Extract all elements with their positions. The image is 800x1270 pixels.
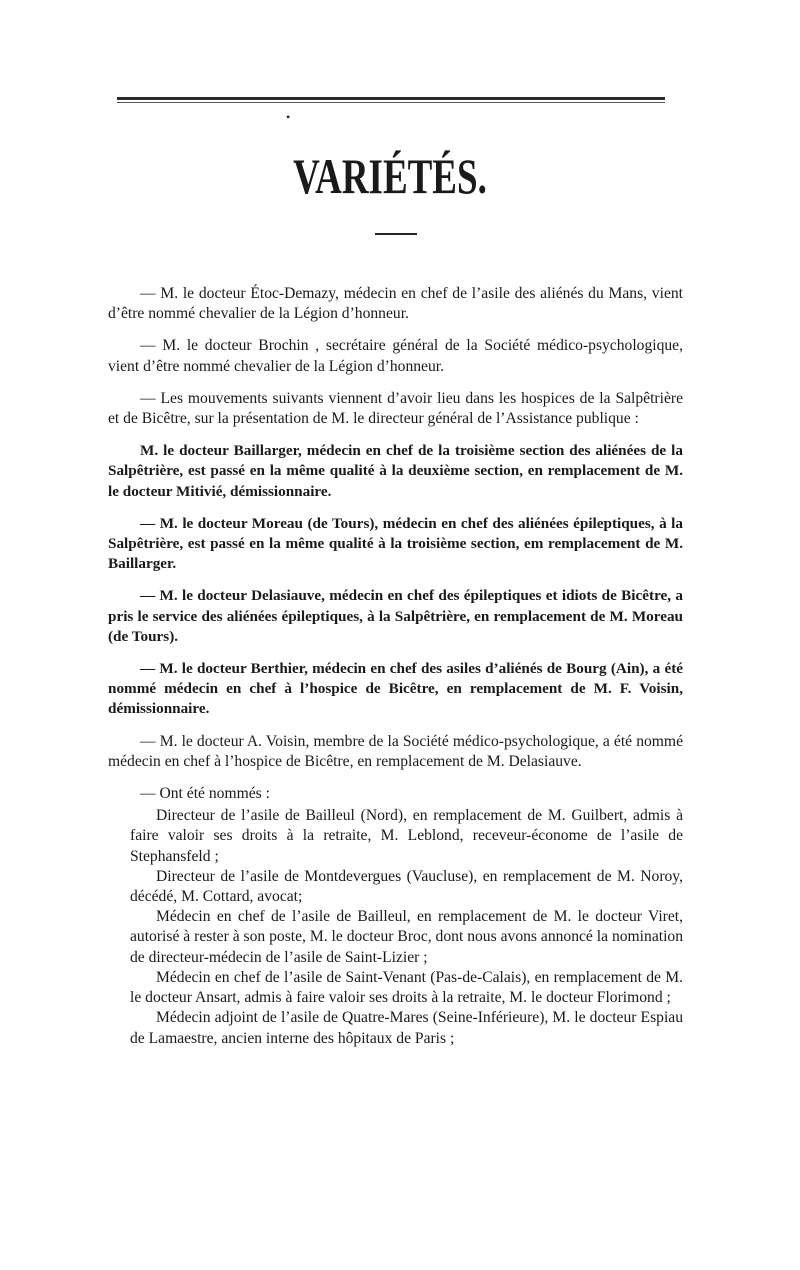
list-item: Médecin en chef de l’asile de Bailleul, en remplacement de M. le docteur Viret, autorisé à rester à son poste, M. le docteur Broc, dont nous avons annoncé la nomination de directeur-médecin de l’asile de Saint-Lizier ; <box>130 908 683 966</box>
header-rule <box>117 97 665 100</box>
page-title: VARIÉTÉS. <box>293 148 487 204</box>
paragraph-moreau: — M. le docteur Moreau (de Tours), médecin en chef des aliénées épileptiques, à la Salpêtrière, est passé en la même qualité à la troisième section, em remplacement de M. Baillarger. <box>108 514 683 573</box>
paragraph-mouvements: — Les mouvements suivants viennent d’avoir lieu dans les hospices de la Salpêtrière et de Bicêtre, sur la présentation de M. le directeur général de l’Assistance publique : <box>108 389 683 428</box>
article-body <box>108 284 683 1049</box>
list-item: Médecin en chef de l’asile de Saint-Venant (Pas-de-Calais), en remplacement de M. le docteur Ansart, admis à faire valoir ses droits à la retraite, M. le docteur Florimond ; <box>130 968 683 1007</box>
list-item: Médecin adjoint de l’asile de Quatre-Mares (Seine-Inférieure), M. le docteur Espiau de Lamaestre, ancien interne des hôpitaux de Paris ; <box>130 1009 683 1047</box>
nominations-list <box>108 806 683 1048</box>
list-item: Directeur de l’asile de Bailleul (Nord), en remplacement de M. Guilbert, admis à faire valoir ses droits à la retraite, M. Leblond, receveur-économe de l’asile de Stephansfeld ; <box>130 807 683 865</box>
paragraph-brochin: — M. le docteur Brochin , secrétaire général de la Société médico-psychologique, vient d’être nommé chevalier de la Légion d’honneur. <box>108 337 683 375</box>
header-rule-thin <box>117 102 665 103</box>
paragraph-etoc-demazy: — M. le docteur Étoc-Demazy, médecin en chef de l’asile des aliénés du Mans, vient d’être nommé chevalier de la Légion d’honneur. <box>108 285 683 323</box>
list-item: Directeur de l’asile de Montdevergues (Vaucluse), en remplacement de M. Noroy, décédé, M. Cottard, avocat; <box>130 867 683 906</box>
paragraph-baillarger: M. le docteur Baillarger, médecin en chef de la troisième section des aliénées de la Salpêtrière, est passé en la même qualité à la deuxième section, en remplacement de M. le docteur Mitivié, démissionnaire. <box>108 442 683 500</box>
nominations-heading: — Ont été nommés : <box>140 785 270 803</box>
paragraph-voisin: — M. le docteur A. Voisin, membre de la Société médico-psychologique, a été nommé médecin en chef à l’hospice de Bicêtre, en remplacement de M. Delasiauve. <box>108 732 683 770</box>
ornament-dot: • <box>286 110 291 124</box>
title-divider <box>375 233 417 235</box>
paragraph-delasiauve: — M. le docteur Delasiauve, médecin en chef des épileptiques et idiots de Bicêtre, a pris le service des aliénées épileptiques, à la Salpêtrière, en remplacement de M. Moreau (de Tours). <box>108 587 683 645</box>
paragraph-berthier: — M. le docteur Berthier, médecin en chef des asiles d’aliénés de Bourg (Ain), a été nommé médecin en chef à l’hospice de Bicêtre, en remplacement de M. F. Voisin, démissionnaire. <box>108 660 683 718</box>
